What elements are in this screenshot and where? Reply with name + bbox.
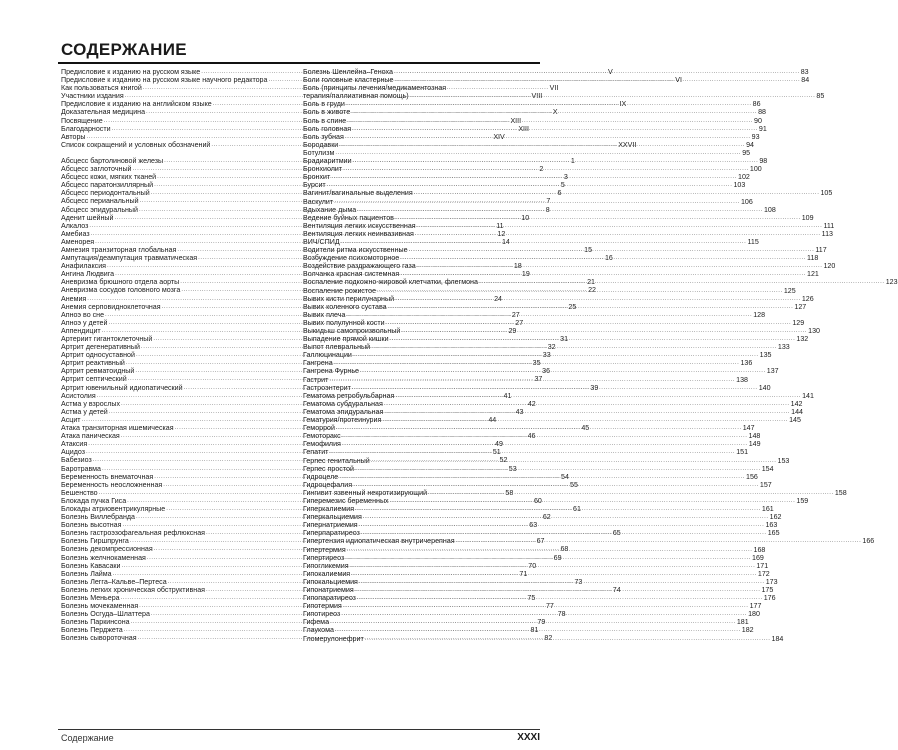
toc-entry-title: Галлюцинации — [303, 351, 352, 360]
toc-page-number: 144 — [791, 407, 803, 416]
toc-page-number: 162 — [769, 513, 782, 522]
toc-entry-title: Болезнь декомпрессионная — [61, 545, 153, 554]
toc-entry-title: Бурсит — [303, 181, 326, 190]
toc-entry-title: Болезнь желчнокаменная — [61, 553, 146, 562]
toc-entry-title: Артрит односуставной — [61, 351, 135, 360]
toc-entry-title: Артрит ревматоидный — [61, 367, 135, 376]
toc-page-number: 108 — [763, 205, 776, 214]
toc-entry-title: Герпес генитальный — [303, 456, 370, 465]
toc-page-number: 27 — [515, 318, 524, 327]
toc-entry-title: Атака транзиторная ишемическая — [61, 424, 174, 433]
toc-page-number: 106 — [740, 197, 753, 206]
toc-entry-title: Геморрой — [303, 424, 335, 433]
footer-section-label: Содержание — [61, 733, 114, 743]
toc-entry-title: Благодарности — [61, 124, 111, 133]
toc-page-number: 53 — [508, 464, 517, 473]
toc-entry-title: Амнезия транзиторная глобальная — [61, 245, 177, 254]
toc-entry-title: Предисловие к изданию на английском языке — [61, 100, 212, 109]
toc-entry-title: Возбуждение психомоторное — [303, 254, 400, 263]
toc-entry-title: Артериит гигантоклеточный — [61, 335, 153, 343]
toc-page-number: 18 — [513, 262, 522, 271]
toc-entry-title: Предисловие к изданию на русском языке научного редактора — [61, 76, 268, 85]
toc-page-number: 182 — [741, 626, 754, 635]
toc-page-number: 176 — [763, 594, 776, 603]
toc-page-number: 94 — [746, 140, 754, 149]
toc-page-number: 27 — [511, 310, 520, 319]
toc-entry-title: Атака паническая — [61, 432, 120, 441]
toc-entry-title: Блокады атриовентрикулярные — [61, 504, 166, 513]
toc-entry-title: Болезнь Паркинсона — [61, 618, 130, 627]
toc-page-number: 49 — [495, 440, 503, 449]
toc-entry-title: Ангина Людвига — [61, 270, 115, 279]
toc-entry-title: Гемофилия — [303, 440, 341, 449]
toc-entry-title: Воздействие раздражающего газа — [303, 262, 416, 271]
toc-page-number: 78 — [557, 610, 566, 619]
toc-page-number: 36 — [542, 367, 551, 376]
toc-page-number: 51 — [492, 448, 501, 457]
toc-entry-title: Абсцесс периодонтальный — [61, 189, 150, 198]
toc-page-number: 37 — [534, 375, 543, 384]
toc-page-number: 22 — [588, 286, 596, 295]
toc-entry-title: Абсцесс бартолиновой железы — [61, 156, 164, 165]
toc-entry-title: Гифема — [303, 618, 330, 627]
toc-entry-title: Болезнь легких хроническая обструктивная — [61, 585, 205, 594]
toc-page-number: 138 — [736, 375, 748, 384]
toc-entry-title: Бешенство — [61, 488, 98, 497]
toc-entry-title: Гиперемезис беременных — [303, 496, 389, 505]
toc-page-number: 77 — [545, 602, 554, 611]
toc-page-number: 39 — [590, 383, 599, 392]
toc-page-number: XXVII — [618, 140, 637, 149]
toc-entry-title: Атаксия — [61, 440, 88, 449]
toc-entry-title: Гипогликемия — [303, 561, 349, 570]
toc-entry-title: Авторы — [61, 132, 86, 141]
toc-entry-title: Гипотиреоз — [303, 610, 341, 619]
toc-page-number: 82 — [544, 634, 553, 643]
toc-page-number: 147 — [742, 424, 755, 433]
toc-entry-title: Абсцесс перианальный — [61, 197, 139, 206]
toc-page-number: 159 — [796, 496, 809, 505]
toc-entry-title: Болезнь сывороточная — [61, 634, 137, 643]
title-divider — [58, 62, 540, 64]
toc-page-number: 145 — [789, 416, 801, 425]
toc-page-number: 133 — [777, 343, 790, 352]
toc-entry-title: Водители ритма искусственные — [303, 246, 408, 255]
toc-page-number: 44 — [488, 415, 497, 424]
toc-entry-title: Асцит — [61, 415, 81, 424]
toc-page-number: 153 — [777, 456, 790, 465]
toc-page-number: 12 — [497, 229, 506, 238]
toc-page-number: 55 — [570, 480, 578, 489]
toc-entry-title: Вывих коленного сустава — [303, 302, 387, 311]
toc-entry-title: Болезнь Меньера — [61, 594, 120, 602]
toc-page-number: 84 — [801, 76, 810, 85]
toc-page-number: 6 — [557, 189, 562, 198]
toc-page-number: 163 — [765, 521, 778, 530]
toc-page-number: 14 — [501, 237, 510, 246]
toc-page-number: 93 — [751, 132, 760, 141]
toc-page-number: 137 — [766, 367, 779, 376]
toc-entry-title-continued: терапия/паллиативная помощь) — [303, 92, 409, 101]
toc-page-number: V — [608, 68, 613, 76]
toc-entry-title: Бронхиолит — [303, 165, 343, 174]
toc-entry-title: Аневризма брюшного отдела аорты — [61, 278, 180, 287]
toc-entry-title: Болезнь Легга–Кальве–Пертеса — [61, 577, 167, 586]
toc-page-number: 79 — [537, 618, 546, 627]
toc-entry-title: Абсцесс эпидуральный — [61, 205, 138, 214]
toc-page-number: 109 — [801, 213, 814, 222]
toc-page-number: 135 — [759, 351, 772, 360]
toc-entry-title: Гиперкалиемия — [303, 505, 355, 514]
toc-page-number: XIII — [510, 116, 522, 125]
toc-entry-title: Гастрит — [303, 375, 329, 384]
toc-entry-title: Как пользоваться книгой — [61, 84, 142, 93]
toc-entry-title: Гематома субдуральная — [303, 399, 383, 408]
toc-entry-title: Ампутация/деампутация травматическая — [61, 254, 198, 263]
toc-entry-title: Гидроцеле — [303, 472, 339, 481]
toc-entry-title: Артрит ювенильный идиопатический — [61, 383, 183, 392]
toc-entry-title: Выкидыш самопроизвольный — [303, 327, 401, 335]
toc-page-number: 41 — [503, 391, 512, 400]
toc-entry-title: Гипокальциемия — [303, 577, 358, 586]
toc-entry-title: Бабезиоз — [61, 456, 92, 465]
toc-page-number: 45 — [581, 424, 590, 433]
toc-page-number: 81 — [530, 626, 539, 635]
toc-entry-title: Воспаление рожистое — [303, 286, 377, 295]
toc-page-number: 175 — [761, 586, 774, 594]
toc-entry-title: Астма у детей — [61, 407, 108, 416]
toc-entry-title: Гиперпаратиреоз — [303, 529, 360, 538]
toc-entry-title: Гастроэнтерит — [303, 383, 351, 392]
toc-page-number: 171 — [756, 561, 769, 570]
toc-page-number: 157 — [759, 480, 772, 489]
toc-page-number: 85 — [816, 92, 825, 101]
toc-entry-title: Вагинит/вагинальные выделения — [303, 189, 413, 198]
toc-page-number: 62 — [542, 513, 551, 522]
toc-page-number: 141 — [802, 391, 814, 400]
toc-page-number: XIV — [493, 132, 505, 141]
page-number: XXXI — [517, 732, 540, 743]
toc-entry-title: Болезнь Гиршпрунга — [61, 537, 129, 546]
toc-page-number: 166 — [862, 537, 875, 546]
toc-entry-title: Болезнь Виллебранда — [61, 513, 136, 522]
toc-entry-title: Аменорея — [61, 237, 95, 246]
toc-entry-title: Предисловие к изданию на русском языке — [61, 68, 201, 76]
toc-page-number: 65 — [612, 529, 621, 538]
toc-page-number: 1 — [570, 156, 575, 165]
toc-entry-title: Артрит дегенеративный — [61, 343, 140, 352]
toc-entry-title: Гипотермия — [303, 602, 342, 611]
toc-page-number: 91 — [758, 124, 767, 133]
toc-entry-title: Анемия серповидноклеточная — [61, 302, 161, 311]
toc-entry-title: Боль (принципы лечения/медикаментозная — [303, 84, 447, 93]
toc-entry-title: Баротравма — [61, 464, 101, 473]
toc-entry-title: Вывих плеча — [303, 310, 346, 319]
toc-page-number: 177 — [749, 602, 762, 611]
toc-entry-title: Анемия — [61, 294, 87, 303]
toc-entry-title: Гипертермия — [303, 545, 346, 554]
toc-page-number: 118 — [807, 254, 819, 263]
toc-page-number: 113 — [821, 229, 833, 238]
toc-entry-title: Гепатит — [303, 448, 329, 457]
toc-page-number: 180 — [748, 610, 760, 619]
toc-entry-title: Абсцесс заглоточный — [61, 165, 132, 174]
toc-page-number: 63 — [529, 521, 538, 530]
toc-page-number: 43 — [515, 407, 524, 416]
toc-page-number: 67 — [536, 537, 545, 546]
toc-page-number: 173 — [765, 577, 778, 586]
toc-entry-title: Апноэ у детей — [61, 318, 108, 327]
toc-entry-title: Бронхит — [303, 173, 331, 182]
toc-entry-title: Артрит реактивный — [61, 359, 125, 368]
toc-entry-title: Гипопаратиреоз — [303, 594, 356, 603]
toc-page-number: 35 — [532, 359, 541, 368]
toc-entry-title: Участники издания — [61, 92, 124, 101]
toc-page-number: VIII — [531, 92, 543, 101]
toc-entry-title: Глаукома — [303, 626, 334, 635]
toc-page-number: 32 — [547, 343, 556, 352]
toc-page-number: 132 — [796, 335, 809, 344]
toc-page-number: 111 — [823, 221, 835, 230]
toc-page-number: 103 — [733, 181, 746, 190]
toc-entry-title: Выпот плевральный — [303, 343, 371, 352]
toc-entry-title: Амебиаз — [61, 229, 90, 238]
toc-entry-title: Абсцесс кожи, мягких тканей — [61, 173, 157, 182]
toc-page-number: 165 — [767, 529, 780, 538]
toc-entry-title: Гиперкальциемия — [303, 513, 362, 522]
toc-entry-title: Аденит шейный — [61, 213, 114, 222]
toc-page-number: 120 — [823, 262, 836, 271]
toc-page-number: 169 — [752, 553, 764, 562]
toc-page-number: X — [552, 108, 558, 117]
toc-entry-title: Боли головные кластерные — [303, 76, 394, 85]
toc-page-number: 61 — [573, 504, 581, 513]
toc-page-number: 117 — [815, 246, 827, 255]
toc-entry-title: Васкулит — [303, 197, 334, 206]
toc-page-number: 129 — [792, 318, 805, 327]
toc-entry-title: Болезнь высотная — [61, 521, 122, 530]
toc-entry-title: Гипокалиемия — [303, 569, 351, 578]
toc-page-number: 60 — [533, 496, 542, 505]
toc-page-number: VII — [549, 84, 559, 93]
toc-entry-title: Гипертиреоз — [303, 553, 345, 562]
toc-page-number: 5 — [560, 181, 565, 190]
toc-entry-title: Гангрена — [303, 359, 333, 368]
toc-entry-title: Артрит септический — [61, 375, 127, 384]
toc-entry-title: Болезнь Перджета — [61, 626, 123, 635]
toc-page-number: 16 — [604, 254, 613, 263]
toc-page-number: 161 — [761, 505, 774, 514]
toc-entry-title: Блокада пучка Гиса — [61, 496, 127, 505]
toc-entry-title: Алкалоз — [61, 221, 89, 230]
toc-page-number: 42 — [527, 399, 536, 408]
toc-entry-title: Беременность неосложненная — [61, 480, 163, 489]
toc-entry-title: Вдыхание дыма — [303, 205, 357, 214]
toc-entry-title: Гломерулонефрит — [303, 634, 364, 643]
toc-entry-title: Болезнь мочекаменная — [61, 602, 139, 611]
toc-entry-title: Список сокращений и условных обозначений — [61, 140, 211, 149]
toc-page-number: 100 — [749, 165, 762, 174]
toc-page-number: 33 — [542, 351, 551, 360]
toc-page-number: 158 — [834, 488, 847, 497]
toc-page-number: 52 — [499, 456, 508, 465]
toc-page-number: 68 — [560, 545, 569, 554]
toc-page-number: 156 — [746, 472, 758, 481]
toc-entry-title: Выпадение прямой кишки — [303, 335, 389, 344]
toc-entry-title: Посвящение — [61, 116, 103, 125]
toc-entry-title: Ведение буйных пациентов — [303, 213, 394, 222]
toc-page-number: 121 — [807, 270, 819, 279]
toc-entry-title: Гипертензия идиопатическая внутричерепная — [303, 537, 455, 546]
toc-page-number: 127 — [794, 302, 807, 311]
toc-entry-title: Астма у взрослых — [61, 399, 121, 408]
toc-entry-title: Волчанка красная системная — [303, 270, 400, 279]
toc-page-number: 105 — [820, 189, 833, 198]
toc-entry-title: Гематома ретробульбарная — [303, 391, 395, 400]
toc-page-number: XIII — [518, 124, 529, 133]
toc-page-number: 69 — [553, 553, 562, 562]
toc-entry-title: Брадиаритмии — [303, 157, 352, 166]
toc-entry-title: Гематома эпидуральная — [303, 407, 384, 416]
toc-entry-title: Абсцесс паратонзиллярный — [61, 181, 154, 190]
toc-entry-title: Боль в животе — [303, 108, 351, 117]
toc-page-number: 102 — [738, 173, 750, 182]
toc-page-number: 7 — [546, 197, 551, 206]
toc-entry-title: Болезнь Осгуда–Шлаттера — [61, 610, 150, 619]
toc-entry-title: Асистолия — [61, 391, 96, 400]
toc-entry-title: Вентиляция легких неинвазивная — [303, 229, 414, 238]
toc-page-number: 154 — [761, 464, 774, 473]
toc-page-number: 73 — [574, 577, 583, 586]
toc-page-number: 172 — [757, 569, 770, 578]
toc-entry-title: Гангрена Фурнье — [303, 367, 359, 376]
toc-entry-title: Вывих полулунной кости — [303, 318, 385, 327]
toc-page-number: 71 — [519, 569, 528, 578]
toc-page-number: 74 — [612, 585, 621, 594]
toc-page-number: 31 — [560, 335, 569, 343]
toc-page-number: IX — [619, 100, 627, 109]
toc-page-number: 2 — [539, 165, 544, 174]
toc-page-number: 15 — [584, 245, 593, 254]
dot-leader — [365, 634, 771, 643]
toc-entry-title: Бородавки — [303, 140, 339, 149]
toc-page-number: 181 — [736, 618, 749, 627]
toc-page-number: 128 — [753, 310, 766, 319]
toc-entry-title: Доказательная медицина — [61, 108, 146, 117]
toc-page-number: 151 — [736, 448, 749, 457]
toc-entry-title: Гипернатриемия — [303, 521, 358, 530]
toc-entry-title: Аневризма сосудов головного мозга — [61, 286, 181, 295]
dot-leader — [394, 75, 800, 84]
toc-entry-title: Аппендицит — [61, 326, 101, 335]
toc-page-number: 58 — [505, 488, 514, 497]
toc-page-number: 140 — [758, 383, 771, 392]
toc-entry-title: Гематурия/протеинурия — [303, 416, 382, 425]
toc-page-number: 130 — [808, 327, 820, 335]
toc-entry-title: Вентиляция легких искусственная — [303, 221, 416, 230]
toc-page-number: 11 — [496, 221, 504, 230]
toc-entry-title: Гемоторакс — [303, 432, 341, 441]
toc-entry-title: Ацидоз — [61, 448, 86, 457]
page-title: СОДЕРЖАНИЕ — [61, 40, 187, 59]
toc-page-number: 83 — [800, 68, 809, 76]
toc-page-number: 86 — [752, 100, 761, 109]
toc-entry-title: Болезнь Шенлейна–Геноха — [303, 68, 393, 76]
toc-entry-title: Боль зубная — [303, 132, 344, 141]
toc-page-number: 149 — [748, 440, 761, 449]
toc-entry-title: Вывих кисти перилунарный — [303, 294, 395, 303]
toc-page-number: 10 — [521, 213, 530, 222]
toc-page-number: 136 — [740, 359, 753, 368]
toc-entry-title: Болезнь Кавасаки — [61, 561, 121, 570]
toc-page-number: 8 — [545, 205, 550, 214]
toc-entry-title: Болезнь гастроэзофагеальная рефлюксная — [61, 529, 206, 538]
toc-entry-title: Боль головная — [303, 124, 352, 133]
footer-divider — [58, 729, 540, 730]
toc-entry-title: Гипонатриемия — [303, 586, 354, 594]
toc-page-number: 115 — [747, 237, 759, 246]
toc-page-number: 88 — [758, 108, 766, 117]
toc-page-number: 126 — [801, 294, 814, 303]
toc-entry-title: Болезнь Лайма — [61, 569, 112, 578]
toc-page-number: VI — [675, 76, 682, 85]
toc-page-number: 98 — [759, 157, 768, 166]
toc-page-number: 142 — [790, 399, 803, 408]
toc-entry-title: Гидроцефалия — [303, 480, 353, 489]
toc-page-number: 54 — [561, 472, 569, 481]
toc-page-number: 95 — [742, 148, 751, 157]
toc-page-number: 75 — [527, 594, 536, 602]
toc-page-number: 24 — [494, 294, 502, 303]
toc-page-number: 90 — [754, 116, 762, 125]
toc-page-number: 184 — [771, 634, 784, 643]
toc-entry-title: Герпес простой — [303, 464, 354, 473]
toc-entry-title: ВИЧ/СПИД — [303, 237, 340, 246]
toc-entry-title: Апноэ во сне — [61, 310, 105, 319]
toc-page-number: 25 — [568, 302, 577, 311]
toc-page-number: 46 — [527, 432, 536, 441]
toc-entry-title: Анафилаксия — [61, 262, 107, 271]
toc-page-number: 123 — [885, 278, 898, 287]
toc-page-number: 29 — [508, 326, 517, 335]
toc-entry-title: Воспаление подкожно-жировой клетчатки, флегмона — [303, 278, 478, 287]
toc-entry-title: Гингивит язвенный некротизирующий — [303, 488, 428, 497]
toc-entry-title: Ботулизм — [303, 148, 335, 157]
toc-page-number: 70 — [528, 561, 537, 570]
toc-entry-title: Боль в спине — [303, 116, 347, 125]
toc-page-number: 168 — [753, 545, 766, 554]
toc-page-number: 19 — [521, 270, 530, 279]
toc-page-number: 125 — [783, 286, 796, 295]
toc-page-number: 21 — [587, 278, 595, 287]
toc-entry-title: Беременность внематочная — [61, 472, 154, 481]
toc-page-number: 148 — [748, 432, 761, 441]
toc-page-number: 3 — [563, 173, 568, 182]
toc-entry-title: Боль в груди — [303, 100, 345, 109]
